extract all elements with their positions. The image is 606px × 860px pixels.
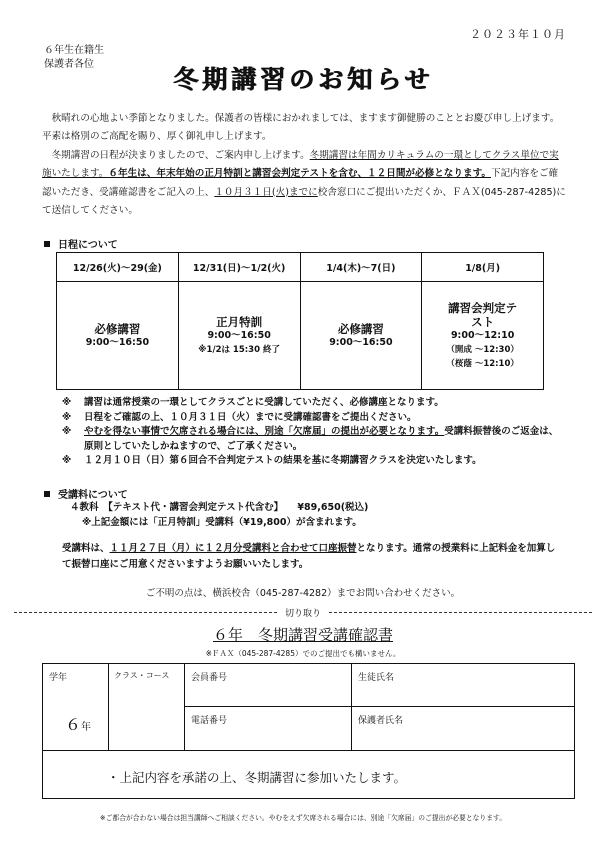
schedule-heading (44, 236, 118, 251)
fee-line-2: ※上記金額には「正月特訓」受講料（¥19,800）が含まれます。 (82, 517, 362, 528)
form-title-text: ６年 冬期講習受講確認書 (212, 626, 393, 644)
note-mark: ※ (62, 411, 72, 423)
note-text (84, 425, 562, 454)
note-text: 日程をご確認の上、１０月３１日（火）までに受講確認書をご提出ください。 (84, 411, 417, 423)
class-course-label: クラス・コース (114, 671, 170, 680)
phone-number-field[interactable]: 電話番号 (191, 716, 228, 726)
intro-p2-e: １０月３１日(火)までに (214, 186, 318, 198)
form-divider (184, 664, 185, 750)
schedule-cell-4 (422, 282, 544, 390)
grade-unit: 年 (81, 722, 92, 733)
session-time: 9:00〜16:50 (329, 336, 393, 348)
schedule-cell-3 (300, 282, 422, 390)
form-divider (108, 664, 109, 750)
form-divider (43, 750, 574, 751)
form-divider (184, 706, 574, 707)
intro-p2-d: 下記内容をご確認いただき、受講確認書をご記入の上、 (42, 168, 559, 198)
note-mark: ※ (62, 455, 72, 466)
session-name: 正月特訓 (216, 314, 263, 329)
note-item (62, 411, 562, 426)
square-bullet-icon (44, 241, 50, 247)
payment-notice (62, 541, 562, 573)
grade-value (65, 712, 91, 735)
intro-paragraph-1: 秋晴れの心地よい季節となりました。保護者の皆様におかれましては、ますます御健勝のこととお慶び申し上げます。平素は格別のご高配を賜り、厚く御礼申し上げます。 (42, 113, 560, 143)
recipient-line-1: ６年生在籍生 (44, 45, 104, 56)
fee-details (70, 500, 368, 530)
session-extra: （開成 〜12:30） (446, 344, 519, 355)
grade-label: 学年 (49, 673, 68, 683)
session-name: 必修講習 (337, 321, 384, 336)
form-divider (351, 664, 352, 750)
intro-p2-c: ６年生は、年末年始の正月特訓と講習会判定テストを含む、１２日間が必修となります。 (108, 168, 491, 180)
note-text: 講習は通常授業の一環としてクラスごとに受講していただく、必修講座となります。 (84, 397, 444, 408)
schedule-date-4: 1/8(月) (422, 253, 544, 282)
cut-line (14, 606, 592, 618)
intro-p2-f: 校舎窓口にご提出いただくか、ＦＡＸ(045-287-4285)にて送信してください。 (42, 186, 566, 217)
student-name-field[interactable]: 生徒氏名 (358, 673, 395, 683)
session-extra: （桜蔭 〜12:10） (446, 358, 519, 369)
schedule-heading-text: 日程について (58, 240, 118, 251)
note-item (62, 396, 562, 411)
note-item (62, 425, 562, 454)
schedule-table (56, 252, 544, 390)
fax-note: ※ＦＡＸ（045-287-4285）でのご提出でも構いません。 (205, 649, 401, 658)
fee-heading-text: 受講料について (58, 490, 128, 501)
payment-a: 受講料は、 (62, 543, 110, 554)
session-name: 講習会判定テスト (448, 300, 518, 329)
session-time: 9:00〜12:10 (450, 329, 515, 341)
fee-heading (44, 486, 128, 501)
schedule-header-row (57, 253, 544, 282)
agreement-statement: ・上記内容を承諾の上、冬期講習に参加いたします。 (107, 770, 407, 785)
member-number-field[interactable]: 会員番号 (191, 673, 228, 683)
intro-p2-b: 冬期講習は年間カリキュラムの一環としてクラス単位で実施いたします。 (42, 149, 559, 180)
schedule-date-1: 12/26(火)〜29(金) (57, 253, 179, 282)
form-title (0, 624, 606, 645)
notes-list (62, 396, 562, 469)
schedule-body-row (57, 282, 544, 390)
session-time: 9:00〜16:50 (207, 329, 271, 341)
cut-label: 切り取り (279, 606, 327, 619)
fee-line-1: ４教科 【テキスト代・講習会判定テスト代含む】 ¥89,650(税込) (70, 502, 369, 513)
footer-note: ※ご都合が合わない場合は担当講師へご相談ください。やむをえず欠席される場合には、別途「欠席届」のご提出が必要となります。 (99, 814, 507, 822)
document-date: ２０２３年１０月 (470, 28, 566, 41)
schedule-cell-2 (178, 282, 300, 390)
note-text-underlined: やむを得ない事情で欠席される場合には、別途「欠席届」の提出が必要となります。 (84, 426, 445, 437)
session-time: 9:00〜16:50 (85, 336, 150, 348)
note-item (62, 454, 562, 469)
square-bullet-icon (44, 491, 50, 497)
contact-line: ご不明の点は、横浜校舎（045-287-4282）までお問い合わせください。 (145, 588, 461, 599)
note-mark: ※ (62, 426, 72, 437)
schedule-cell-1 (57, 282, 179, 390)
payment-c: となります。通常の授業料に上記料金を加算して振替口座にご用意くださいますようお願いいたします。 (62, 543, 556, 570)
note-text: １２月１０日（日）第６回合不合判定テストの結果を基に冬期講習クラスを決定いたします。 (84, 455, 482, 466)
intro-text (42, 110, 566, 220)
grade-number: ６ (65, 715, 82, 734)
intro-paragraph-2 (42, 147, 566, 221)
recipient-line-2: 保護者各位 (44, 59, 94, 70)
schedule-date-2: 12/31(日)〜1/2(火) (178, 253, 300, 282)
note-text-rest: 受講料振替後のご返金は、原則としていたしかねますので、ご了承ください。 (84, 426, 559, 452)
intro-p2-a: 冬期講習の日程が決まりましたので、ご案内申し上げます。 (51, 149, 310, 161)
confirmation-form (42, 663, 575, 799)
guardian-name-field[interactable]: 保護者氏名 (358, 716, 404, 726)
payment-b: １１月２７日（月）に１２月分受講料と合わせて口座振替 (109, 543, 357, 554)
session-name: 必修講習 (94, 321, 141, 336)
note-mark: ※ (62, 397, 72, 408)
page-title: 冬期講習のお知らせ (172, 65, 434, 94)
session-extra: ※1/2は 15:30 終了 (198, 344, 280, 355)
schedule-date-3: 1/4(木)〜7(日) (300, 253, 422, 282)
